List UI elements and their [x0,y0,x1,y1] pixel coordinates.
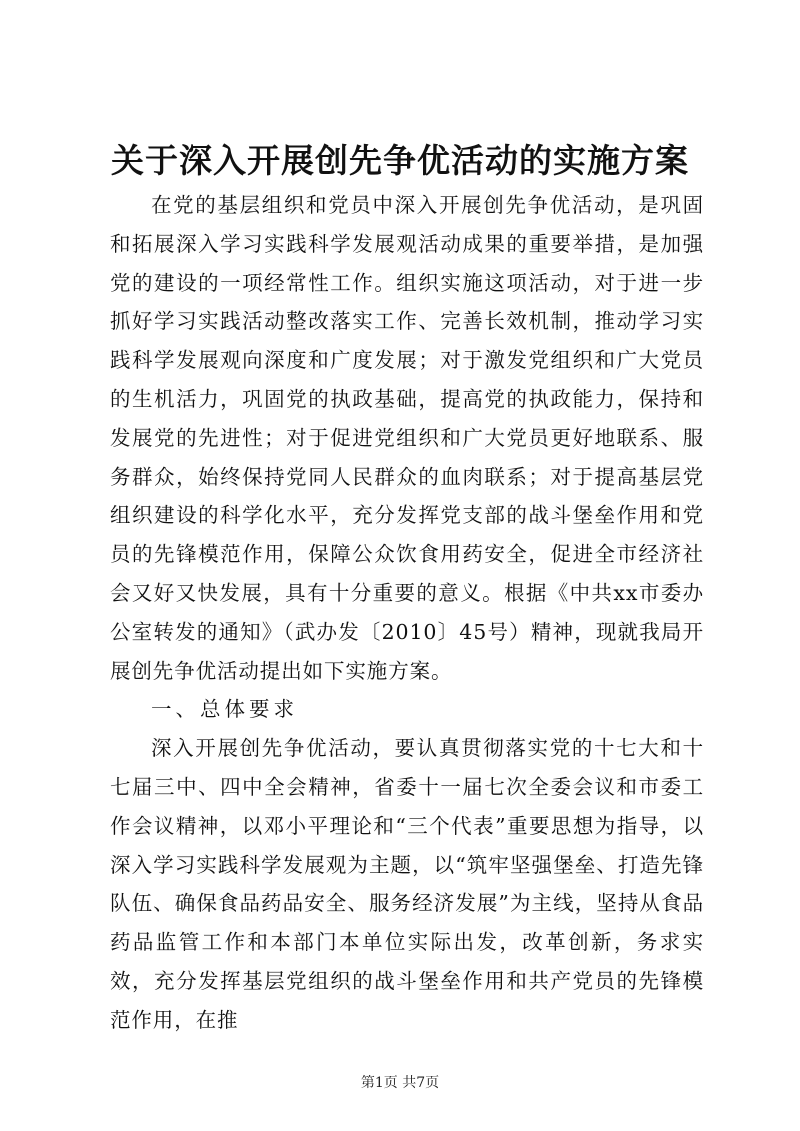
page-number-footer: 第1页 共7页 [360,1075,440,1091]
section-heading-general-requirements: 一、总体要求 [151,697,298,722]
document-title: 关于深入开展创先争优活动的实施方案 [111,141,689,180]
paragraph-intro: 在党的基层组织和党员中深入开展创先争优活动，是巩固和拓展深入学习实践科学发展观活动成果的重要举措，是加强党的建设的一项经常性工作。组织实施这项活动，对于进一步抓好学习实践活动整改落实工作、完善长效机制，推动学习实践科学发展观向深度和广度发展；对于激发党组织和广大党员的生机活力，巩固党的执政基础，提高党的执政能力，保持和发展党的先进性；对于促进党组织和广大党员更好地联系、服务群众，始终保持党同人民群众的血肉联系；对于提高基层党组织建设的科学化水平，充分发挥党支部的战斗堡垒作用和党员的先锋模范作用，保障公众饮食用药安全，促进全市经济社会又好又快发展，具有十分重要的意义。根据《中共xx市委办公室转发的通知》（武办发〔2010〕45号）精神，现就我局开展创先争优活动提出如下实施方案。 [110,193,704,683]
document-body [110,186,704,1040]
paragraph-general-requirements: 深入开展创先争优活动，要认真贯彻落实党的十七大和十七届三中、四中全会精神，省委十一届七次全委会议和市委工作会议精神，以邓小平理论和“三个代表”重要思想为指导，以深入学习实践科学发展观为主题，以“筑牢坚强堡垒、打造先锋队伍、确保食品药品安全、服务经济发展”为主线，坚持从食品药品监管工作和本部门本单位实际出发，改革创新，务求实效，充分发挥基层党组织的战斗堡垒作用和共产党员的先锋模范作用，在推 [110,736,704,1032]
